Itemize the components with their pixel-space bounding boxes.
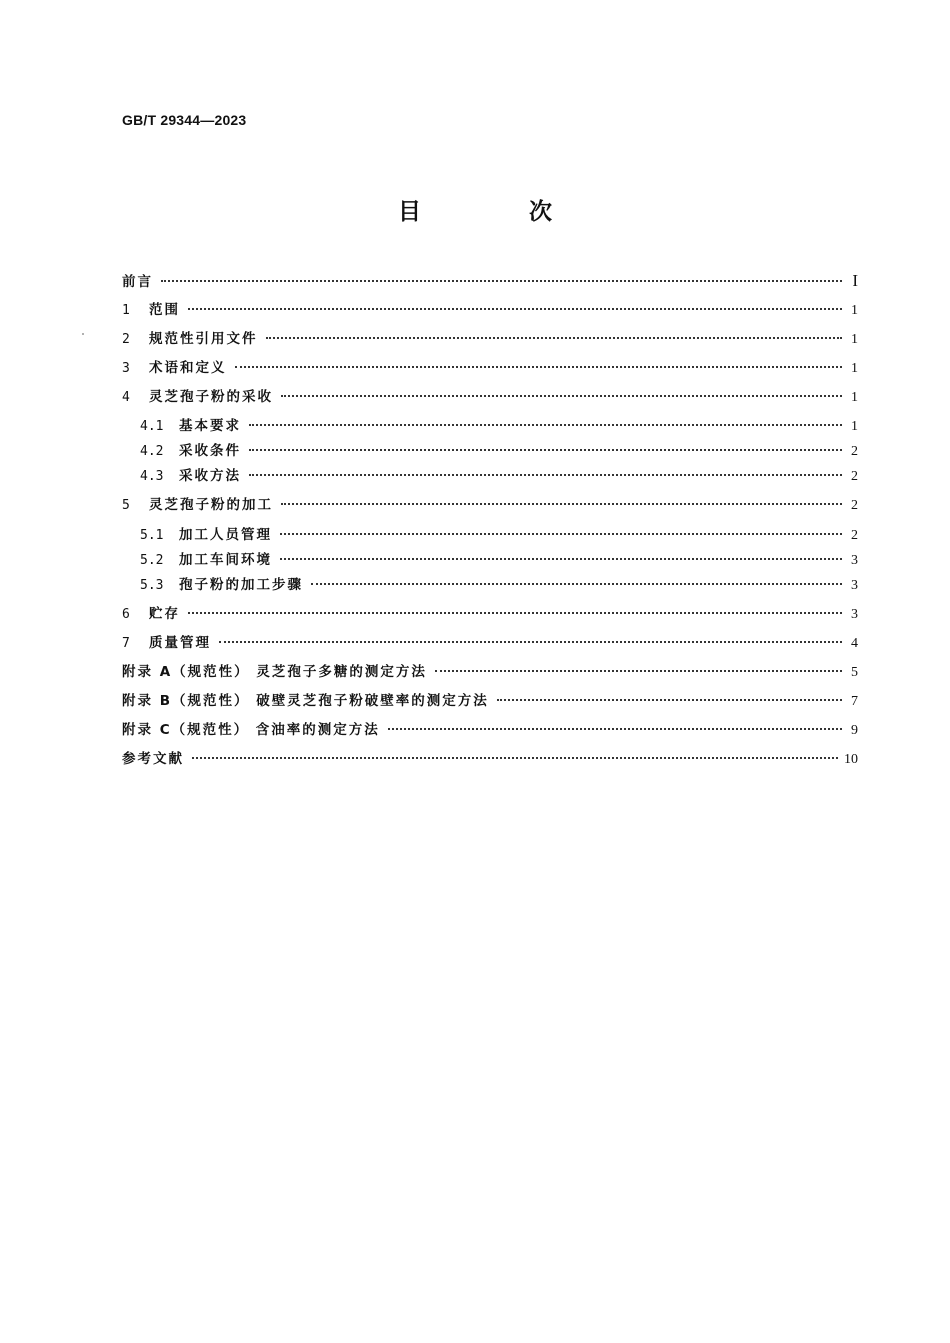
toc-entry-label: 附录 B（规范性） 破壁灵芝孢子粉破壁率的测定方法 xyxy=(122,693,489,709)
toc-page-number: 2 xyxy=(851,469,858,484)
toc-entry-section-4-1[interactable] xyxy=(122,416,858,436)
toc-entry-bibliography[interactable] xyxy=(122,749,858,769)
toc-leader-dots xyxy=(311,583,842,585)
toc-page-number: 2 xyxy=(851,498,858,513)
toc-page-number: 7 xyxy=(851,694,858,709)
toc-leader-dots xyxy=(249,424,842,426)
toc-page-number: 1 xyxy=(851,332,858,347)
toc-entry-appendix-c[interactable] xyxy=(122,720,858,740)
toc-entry-label: 采收条件 xyxy=(179,443,241,459)
toc-page-number: I xyxy=(852,271,858,290)
toc-entry-number: 5.2 xyxy=(140,553,164,568)
toc-page-number: 1 xyxy=(851,419,858,434)
toc-page-number: 1 xyxy=(851,361,858,376)
toc-entry-section-5-1[interactable] xyxy=(122,525,858,545)
toc-page-number: 10 xyxy=(844,752,858,767)
toc-entry-number: 5.1 xyxy=(140,528,164,543)
toc-leader-dots xyxy=(388,728,842,730)
toc-entry-section-5-3[interactable] xyxy=(122,575,858,595)
toc-entry-section-4[interactable] xyxy=(122,387,858,407)
toc-leader-dots xyxy=(281,395,842,397)
toc-entry-label: 规范性引用文件 xyxy=(149,331,258,347)
toc-entry-number: 4.1 xyxy=(140,419,164,434)
toc-leader-dots xyxy=(188,308,842,310)
toc-entry-label: 采收方法 xyxy=(179,468,241,484)
toc-leader-dots xyxy=(235,366,843,368)
toc-entry-number: 1 xyxy=(122,303,130,318)
toc-entry-number: 3 xyxy=(122,361,130,376)
toc-leader-dots xyxy=(161,280,842,282)
toc-entry-label: 质量管理 xyxy=(149,635,211,651)
toc-page-number: 3 xyxy=(851,578,858,593)
toc-page-number: 5 xyxy=(851,665,858,680)
toc-leader-dots xyxy=(219,641,842,643)
page-title: 目 次 xyxy=(397,199,602,225)
table-of-contents xyxy=(122,0,858,1343)
toc-entry-appendix-b[interactable] xyxy=(122,691,858,711)
toc-entry-label: 基本要求 xyxy=(179,418,241,434)
scan-speck xyxy=(82,333,84,335)
toc-page-number: 2 xyxy=(851,528,858,543)
toc-leader-dots xyxy=(281,503,842,505)
toc-entry-number: 2 xyxy=(122,332,130,347)
toc-entry-label: 附录 A（规范性） 灵芝孢子多糖的测定方法 xyxy=(122,664,427,680)
toc-entry-label: 术语和定义 xyxy=(149,360,227,376)
toc-entry-section-6[interactable] xyxy=(122,604,858,624)
toc-leader-dots xyxy=(497,699,842,701)
toc-entry-number: 4 xyxy=(122,390,130,405)
toc-leader-dots xyxy=(192,757,838,759)
toc-entry-foreword[interactable] xyxy=(122,271,858,291)
toc-entry-number: 4.2 xyxy=(140,444,164,459)
toc-entry-section-2[interactable] xyxy=(122,329,858,349)
toc-entry-section-5[interactable] xyxy=(122,495,858,515)
toc-entry-label: 灵芝孢子粉的加工 xyxy=(149,497,273,513)
toc-entry-label: 附录 C（规范性） 含油率的测定方法 xyxy=(122,722,380,738)
toc-entry-label: 灵芝孢子粉的采收 xyxy=(149,389,273,405)
toc-entry-label: 孢子粉的加工步骤 xyxy=(179,577,303,593)
toc-entry-number: 5.3 xyxy=(140,578,164,593)
toc-entry-label: 贮存 xyxy=(149,606,180,622)
toc-entry-number: 6 xyxy=(122,607,130,622)
toc-entry-number: 7 xyxy=(122,636,130,651)
toc-entry-section-4-2[interactable] xyxy=(122,441,858,461)
toc-page-number: 9 xyxy=(851,723,858,738)
toc-leader-dots xyxy=(266,337,843,339)
toc-leader-dots xyxy=(188,612,842,614)
toc-entry-number: 5 xyxy=(122,498,130,513)
toc-page-number: 4 xyxy=(851,636,858,651)
toc-page-number: 1 xyxy=(851,390,858,405)
toc-entry-section-7[interactable] xyxy=(122,633,858,653)
toc-entry-section-3[interactable] xyxy=(122,358,858,378)
toc-leader-dots xyxy=(249,474,842,476)
toc-entry-section-4-3[interactable] xyxy=(122,466,858,486)
toc-entry-label: 加工人员管理 xyxy=(179,527,272,543)
toc-leader-dots xyxy=(280,558,842,560)
standard-code: GB/T 29344—2023 xyxy=(122,112,247,128)
toc-entry-label: 参考文献 xyxy=(122,751,184,767)
toc-leader-dots xyxy=(249,449,842,451)
toc-page-number: 1 xyxy=(851,303,858,318)
toc-entry-label: 前言 xyxy=(122,274,153,290)
toc-entry-appendix-a[interactable] xyxy=(122,662,858,682)
toc-entry-label: 范围 xyxy=(149,302,180,318)
toc-entry-section-5-2[interactable] xyxy=(122,550,858,570)
toc-entry-label: 加工车间环境 xyxy=(179,552,272,568)
toc-page-number: 3 xyxy=(851,607,858,622)
toc-entry-number: 4.3 xyxy=(140,469,164,484)
toc-page-number: 2 xyxy=(851,444,858,459)
toc-entry-section-1[interactable] xyxy=(122,300,858,320)
toc-leader-dots xyxy=(280,533,842,535)
toc-page-number: 3 xyxy=(851,553,858,568)
toc-leader-dots xyxy=(435,670,842,672)
